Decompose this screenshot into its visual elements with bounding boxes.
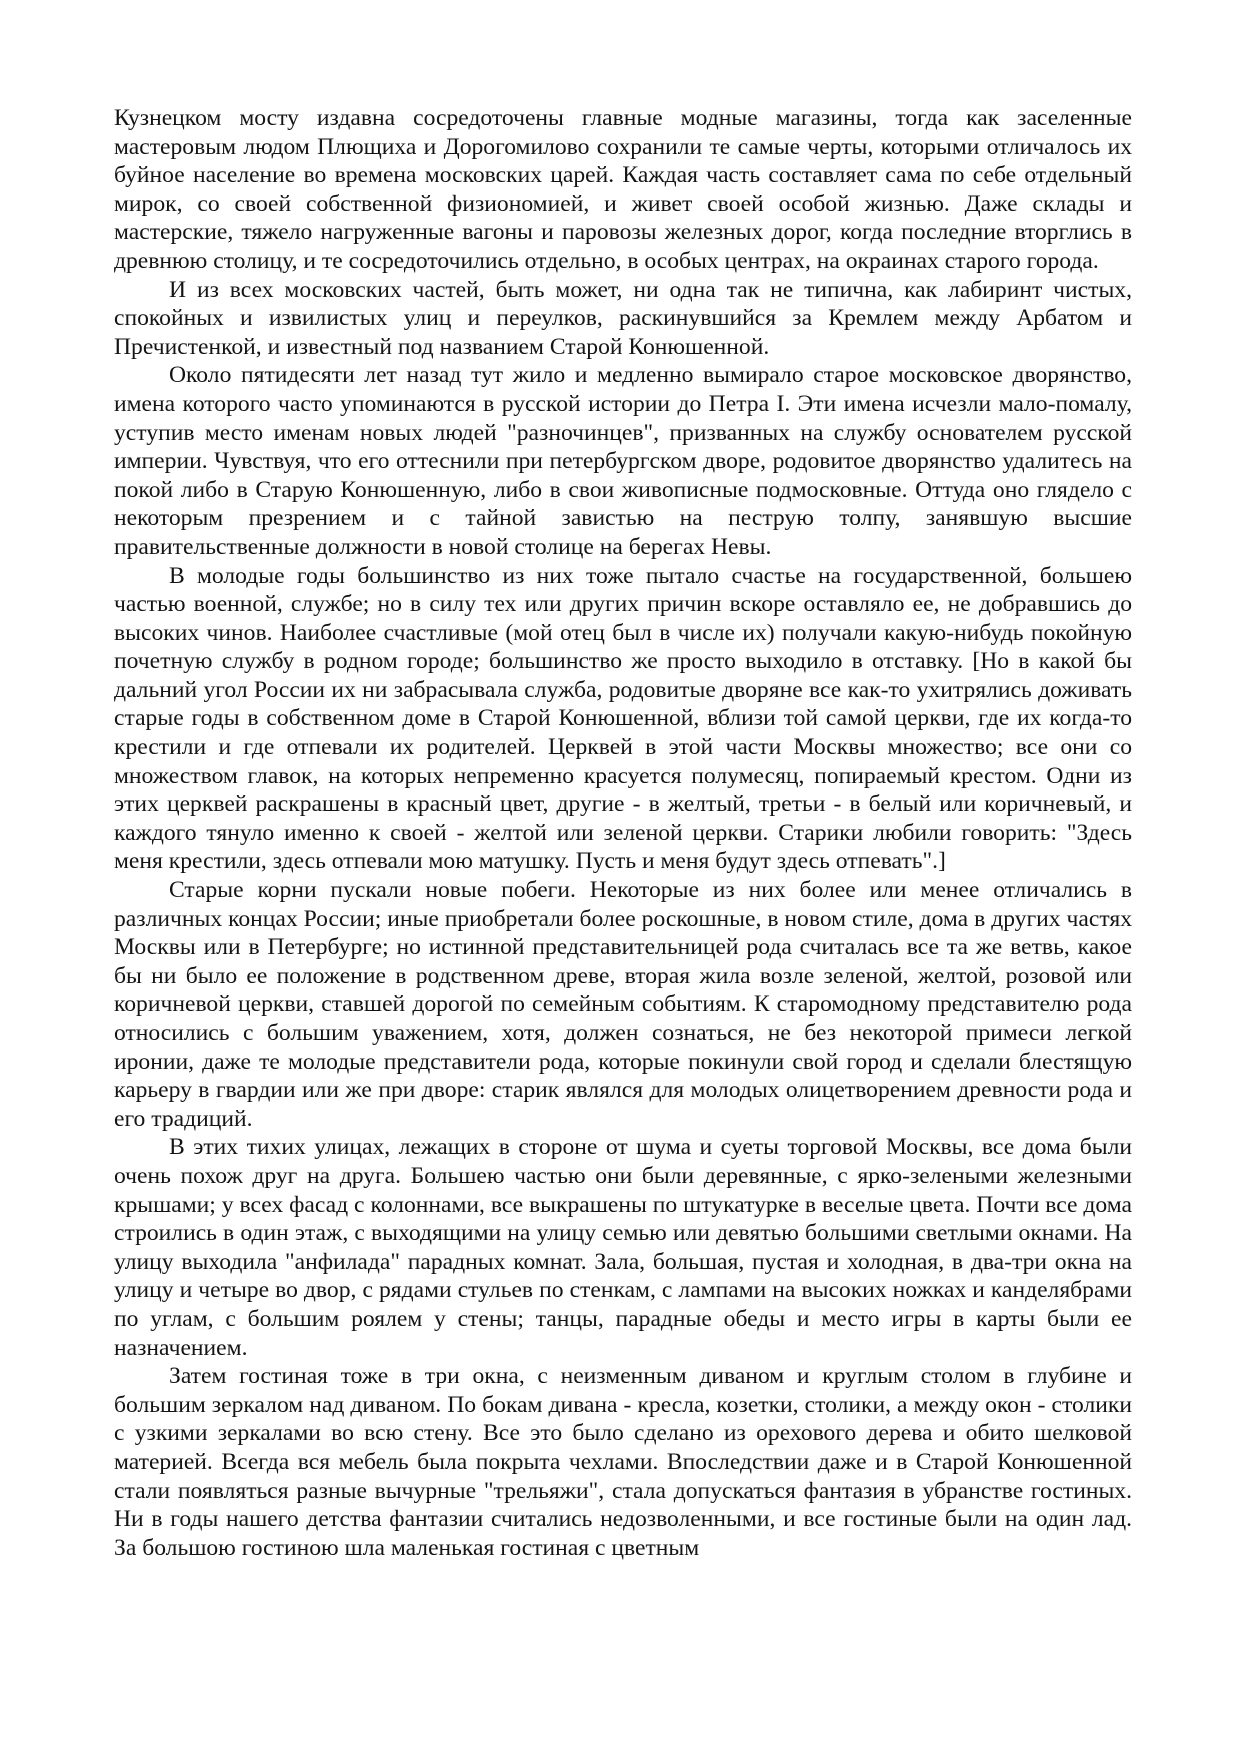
paragraph-7: Затем гостиная тоже в три окна, с неизменным диваном и круглым столом в глубине и большим зеркалом над диваном. По бокам дивана - кресла, козетки, столики, а между окон - столики с узкими зеркалами во всю стену. Все это было сделано из орехового дерева и обито шелковой материей. Всегда вся мебель была покрыта чехлами. Впоследствии даже и в Старой Конюшенной стали появляться разные вычурные "трельяжи", стала допускаться фантазия в убранстве гостиных. Ни в годы нашего детства фантазии считались недозволенными, и все гостиные были на один лад. За большою гостиною шла маленькая гостиная с цветным <box>114 1363 1132 1561</box>
paragraph-5: Старые корни пускали новые побеги. Некоторые из них более или менее отличались в различных концах России; иные приобретали более роскошные, в новом стиле, дома в других частях Москвы или в Петербурге; но истинной представительницей рода считалась все та же ветвь, какое бы ни было ее положение в родственном древе, вторая жила возле зеленой, желтой, розовой или коричневой церкви, ставшей дорогой по семейным событиям. К старомодному представителю рода относились с большим уважением, хотя, должен сознаться, не без некоторой примеси легкой иронии, даже те молодые представители рода, которые покинули свой город и сделали блестящую карьеру в гвардии или же при дворе: старик являлся для молодых олицетворением древности рода и его традиций. <box>114 877 1132 1132</box>
paragraph-1: Кузнецком мосту издавна сосредоточены главные модные магазины, тогда как заселенные мастеровым людом Плющиха и Дорогомилово сохранили те самые черты, которыми отличалось их буйное население во времена московских царей. Каждая часть составляет сама по себе отдельный мирок, со своей собственной физиономией, и живет своей особой жизнью. Даже склады и мастерские, тяжело нагруженные вагоны и паровозы железных дорог, когда последние вторглись в древнюю столицу, и те сосредоточились отдельно, в особых центрах, на окраинах старого города. <box>114 105 1132 274</box>
paragraph-6: В этих тихих улицах, лежащих в стороне от шума и суеты торговой Москвы, все дома были очень похож друг на друга. Большею частью они были деревянные, с ярко-зелеными железными крышами; у всех фасад с колоннами, все выкрашены по штукатурке в веселые цвета. Почти все дома строились в один этаж, с выходящими на улицу семью или девятью большими светлыми окнами. На улицу выходила "анфилада" парадных комнат. Зала, большая, пустая и холодная, в два-три окна на улицу и четыре во двор, с рядами стульев по стенкам, с лампами на высоких ножках и канделябрами по углам, с большим роялем у стены; танцы, парадные обеды и место игры в карты были ее назначением. <box>114 1134 1132 1361</box>
paragraph-3: Около пятидесяти лет назад тут жило и медленно вымирало старое московское дворянство, имена которого часто упоминаются в русской истории до Петра I. Эти имена исчезли мало-помалу, уступив место именам новых людей "разночинцев", призванных на службу основателем русской империи. Чувствуя, что его оттеснили при петербургском дворе, родовитое дворянство удалитесь на покой либо в Старую Конюшенную, либо в свои живописные подмосковные. Оттуда оно глядело с некоторым презрением и с тайной завистью на пеструю толпу, занявшую высшие правительственные должности в новой столице на берегах Невы. <box>114 362 1132 560</box>
paragraph-4: В молодые годы большинство из них тоже пытало счастье на государственной, большею частью военной, службе; но в силу тех или других причин вскоре оставляло ее, не добравшись до высоких чинов. Наиболее счастливые (мой отец был в числе их) получали какую-нибудь покойную почетную службу в родном городе; большинство же просто выходило в отставку. [Но в какой бы дальний угол России их ни забрасывала служба, родовитые дворяне все как-то ухитрялись доживать старые годы в собственном доме в Старой Конюшенной, вблизи той самой церкви, где их когда-то крестили и где отпевали их родителей. Церквей в этой части Москвы множество; все они со множеством главок, на которых непременно красуется полумесяц, попираемый крестом. Одни из этих церквей раскрашены в красный цвет, другие - в желтый, третьи - в белый или коричневый, и каждого тянуло именно к своей - желтой или зеленой церкви. Старики любили говорить: "Здесь меня крестили, здесь отпевали мою матушку. Пусть и меня будут здесь отпевать".] <box>114 562 1132 875</box>
document-page <box>114 104 1132 1562</box>
paragraph-2: И из всех московских частей, быть может, ни одна так не типична, как лабиринт чистых, спокойных и извилистых улиц и переулков, раскинувшийся за Кремлем между Арбатом и Пречистенкой, и известный под названием Старой Конюшенной. <box>114 276 1132 360</box>
